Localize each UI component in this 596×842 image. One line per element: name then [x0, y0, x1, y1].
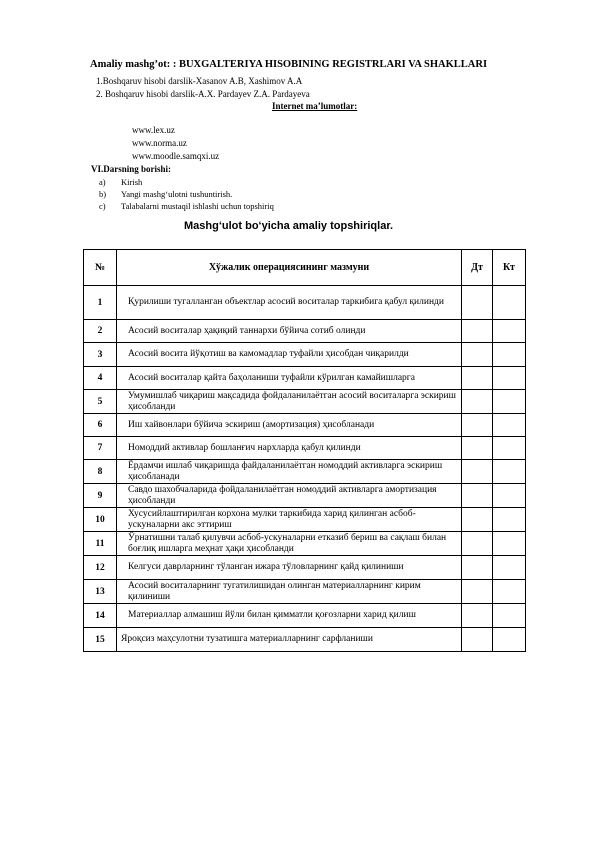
section-heading: VI.Darsning borishi: — [91, 164, 172, 174]
row-description: Асосий воситаларнинг тугатилишидан олинган материалларнинг кирим қилиниши — [117, 580, 462, 604]
row-description: Ўрнатишни талаб қилувчи асбоб-ускуналарни етказиб бериш ва сақлаш билан боғлиқ ишларга меҳнат ҳақи ҳисобланди — [117, 532, 462, 556]
row-description: Материаллар алмашиш йўли билан қимматли қоғозларни харид қилиш — [117, 604, 462, 628]
debit-cell[interactable] — [462, 484, 493, 508]
table-row — [84, 532, 526, 556]
table-row — [84, 460, 526, 484]
credit-cell[interactable] — [493, 343, 526, 367]
credit-cell[interactable] — [493, 532, 526, 556]
step-text: Kirish — [121, 177, 143, 187]
page-title: Amaliy mashg’ot: : BUXGALTERIYA HISOBINING REGISTRLARI VA SHAKLLARI — [90, 59, 488, 70]
debit-cell[interactable] — [462, 580, 493, 604]
step-text: Talabalarni mustaqil ishlashi uchun topshiriq — [121, 201, 274, 211]
debit-cell[interactable] — [462, 320, 493, 343]
row-description: Келгуси даврларнинг тўланган ижара тўловларнинг қайд қилиниши — [117, 556, 462, 580]
row-number: 6 — [84, 414, 117, 437]
credit-cell[interactable] — [493, 367, 526, 390]
operations-table — [83, 249, 526, 652]
credit-cell[interactable] — [493, 460, 526, 484]
row-number: 2 — [84, 320, 117, 343]
header-credit: Кт — [493, 250, 526, 286]
reference-2: 2. Boshqaruv hisobi darslik-A.X. Pardayev Z.A. Pardayeva — [96, 89, 310, 99]
step-item — [99, 201, 274, 211]
row-description: Хусусийлаштирилган корхона мулки таркибида харид қилинган асбоб-ускуналарни акс эттириш — [117, 508, 462, 532]
table-row — [84, 604, 526, 628]
row-description: Иш хайвонлари бўйича эскириш (амортизация) ҳисобланади — [117, 414, 462, 437]
row-number: 11 — [84, 532, 117, 556]
table-row — [84, 437, 526, 460]
reference-1: 1.Boshqaruv hisobi darslik-Xasanov A.B, Xashimov A.A — [96, 76, 303, 86]
row-number: 10 — [84, 508, 117, 532]
row-number: 3 — [84, 343, 117, 367]
credit-cell[interactable] — [493, 508, 526, 532]
credit-cell[interactable] — [493, 414, 526, 437]
table-row — [84, 508, 526, 532]
header-description: Хўжалик операциясининг мазмуни — [117, 250, 462, 286]
table-header-row — [84, 250, 526, 286]
table-row — [84, 556, 526, 580]
debit-cell[interactable] — [462, 460, 493, 484]
debit-cell[interactable] — [462, 604, 493, 628]
credit-cell[interactable] — [493, 390, 526, 414]
credit-cell[interactable] — [493, 604, 526, 628]
step-letter: c) — [99, 201, 106, 211]
step-letter: b) — [99, 189, 107, 199]
row-description: Умумишлаб чиқариш мақсадида фойдаланилаётган асосий воситаларга эскириш ҳисобланди — [117, 390, 462, 414]
row-description: Асосий восита йўқотиш ва камомадлар туфайли ҳисобдан чиқарилди — [117, 343, 462, 367]
row-description: Ёрдамчи ишлаб чиқаришда файдаланилаётган номоддий активларга эскириш ҳисобланади — [117, 460, 462, 484]
table-row — [84, 343, 526, 367]
debit-cell[interactable] — [462, 628, 493, 652]
table-row — [84, 390, 526, 414]
step-item — [99, 189, 232, 199]
row-number: 9 — [84, 484, 117, 508]
credit-cell[interactable] — [493, 286, 526, 320]
row-number: 8 — [84, 460, 117, 484]
credit-cell[interactable] — [493, 437, 526, 460]
link-lex[interactable]: www.lex.uz — [132, 125, 175, 135]
row-number: 5 — [84, 390, 117, 414]
internet-heading: Internet ma’lumotlar: — [272, 101, 358, 111]
table-row — [84, 320, 526, 343]
row-description: Асосий воситалар ҳақиқий таннархи бўйича сотиб олинди — [117, 320, 462, 343]
step-text: Yangi mashg‘ulotni tushuntirish. — [121, 189, 233, 199]
debit-cell[interactable] — [462, 367, 493, 390]
task-title: Mashg‘ulot bo‘yicha amaliy topshiriqlar. — [184, 220, 394, 232]
credit-cell[interactable] — [493, 628, 526, 652]
header-number: № — [84, 250, 117, 286]
debit-cell[interactable] — [462, 343, 493, 367]
debit-cell[interactable] — [462, 556, 493, 580]
step-item — [99, 177, 142, 187]
debit-cell[interactable] — [462, 390, 493, 414]
table-body — [84, 286, 526, 652]
header-debit: Дт — [462, 250, 493, 286]
debit-cell[interactable] — [462, 286, 493, 320]
step-letter: a) — [99, 177, 106, 187]
table-row — [84, 484, 526, 508]
table-row — [84, 414, 526, 437]
row-number: 4 — [84, 367, 117, 390]
row-number: 15 — [84, 628, 117, 652]
row-description: Савдо шахобчаларида фойдаланилаётган номоддий активларга амортизация ҳисобланди — [117, 484, 462, 508]
credit-cell[interactable] — [493, 320, 526, 343]
row-number: 13 — [84, 580, 117, 604]
table-row — [84, 580, 526, 604]
debit-cell[interactable] — [462, 414, 493, 437]
table-row — [84, 286, 526, 320]
debit-cell[interactable] — [462, 532, 493, 556]
row-number: 7 — [84, 437, 117, 460]
row-number: 14 — [84, 604, 117, 628]
row-description: Яроқсиз маҳсулотни тузатишга материалларнинг сарфланиши — [117, 628, 462, 652]
link-moodle[interactable]: www.moodle.samqxi.uz — [132, 151, 220, 161]
row-description: Асосий воситалар қайта баҳоланиши туфайли кўрилган камайишларга — [117, 367, 462, 390]
row-number: 12 — [84, 556, 117, 580]
table-row — [84, 367, 526, 390]
debit-cell[interactable] — [462, 508, 493, 532]
row-description: Қурилиши тугалланган объектлар асосий воситалар таркибига қабул қилинди — [117, 286, 462, 320]
credit-cell[interactable] — [493, 580, 526, 604]
credit-cell[interactable] — [493, 556, 526, 580]
debit-cell[interactable] — [462, 437, 493, 460]
table-row — [84, 628, 526, 652]
credit-cell[interactable] — [493, 484, 526, 508]
row-number: 1 — [84, 286, 117, 320]
row-description: Номоддий активлар бошланғич нархларда қабул қилинди — [117, 437, 462, 460]
link-norma[interactable]: www.norma.uz — [132, 138, 187, 148]
